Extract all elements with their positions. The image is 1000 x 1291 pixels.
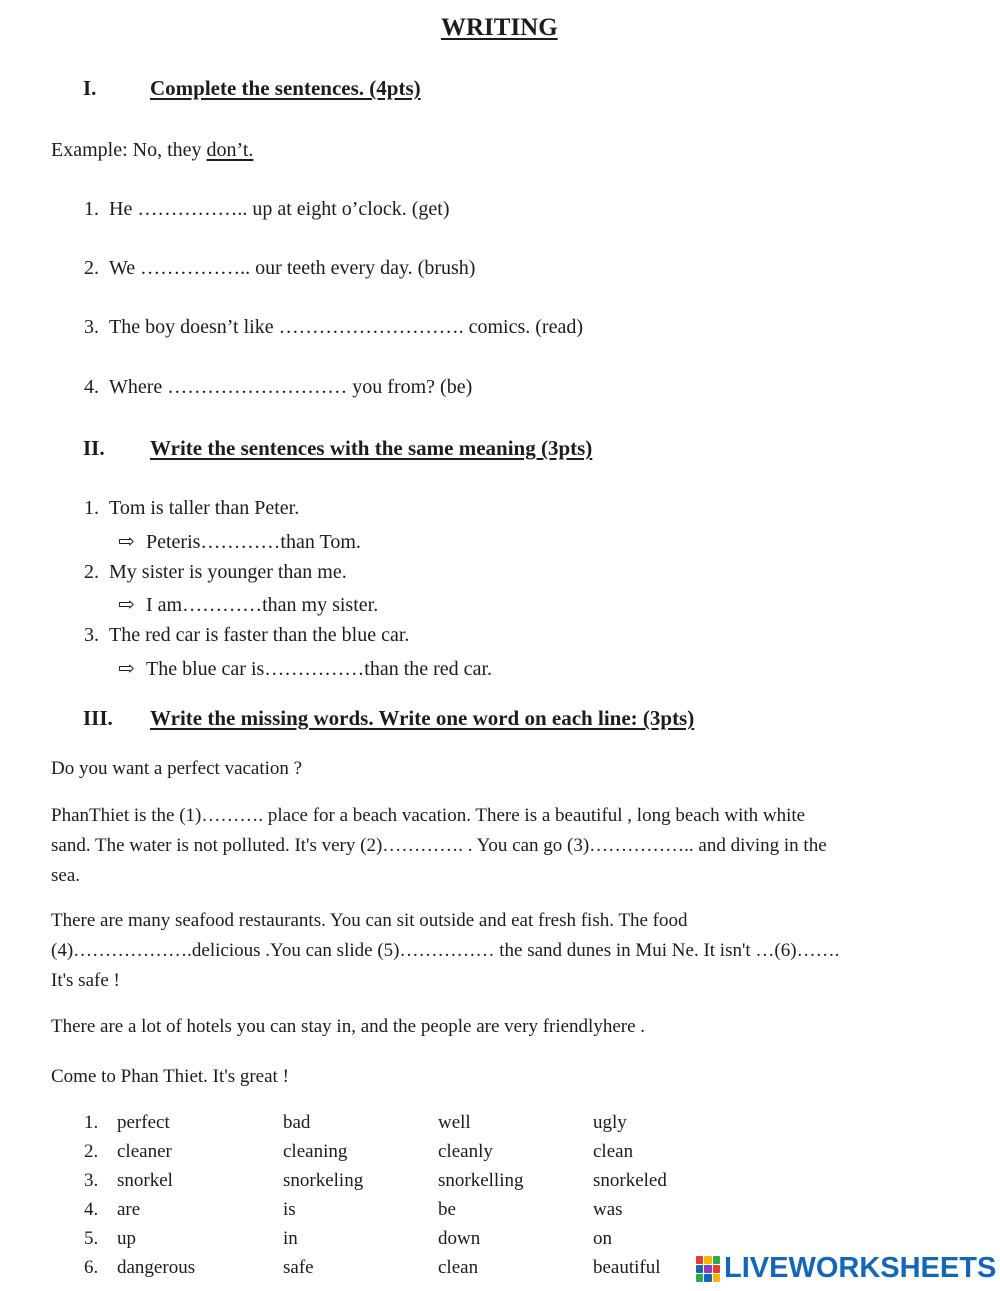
option-c[interactable]: snorkelling <box>438 1170 524 1191</box>
passage-1-line-3: sea. <box>51 865 81 886</box>
option-number: 4. <box>84 1199 99 1220</box>
sentence-3: 3. The boy doesn’t like ………………………. comics. (read) <box>84 316 583 338</box>
option-d[interactable]: ugly <box>593 1112 627 1133</box>
option-d[interactable]: clean <box>593 1141 634 1162</box>
blank-4[interactable]: ……………………… <box>167 376 348 398</box>
option-d[interactable]: was <box>593 1199 623 1220</box>
option-d[interactable]: snorkeled <box>593 1170 667 1191</box>
arrow-icon: ⇨ <box>118 531 135 553</box>
rewrite-answer-2[interactable]: ⇨ I am…………than my sister. <box>118 594 379 616</box>
rewrite-answer-1[interactable]: ⇨ Peteris…………than Tom. <box>118 531 361 553</box>
section-3-heading: Write the missing words. Write one word on each line: (3pts) <box>150 706 695 730</box>
option-number: 5. <box>84 1228 99 1249</box>
section-3-number: III. <box>83 706 113 730</box>
passage-3: There are a lot of hotels you can stay in, and the people are very friendlyhere . <box>51 1016 646 1037</box>
section-2-heading: Write the sentences with the same meaning (3pts) <box>150 436 593 460</box>
arrow-icon: ⇨ <box>118 658 135 680</box>
section-2-number: II. <box>83 436 105 460</box>
option-a[interactable]: perfect <box>117 1112 170 1133</box>
option-a[interactable]: are <box>117 1199 141 1220</box>
option-number: 1. <box>84 1112 99 1133</box>
worksheet-title: WRITING <box>441 14 558 41</box>
blank-2[interactable]: …………….. <box>140 257 251 279</box>
option-number: 2. <box>84 1141 99 1162</box>
sentence-2: 2. We …………….. our teeth every day. (brush) <box>84 257 476 279</box>
option-a[interactable]: cleaner <box>117 1141 172 1162</box>
option-d[interactable]: beautiful <box>593 1257 661 1278</box>
passage-1-line-1: PhanThiet is the (1)………. place for a beach vacation. There is a beautiful , long beach with white <box>51 805 806 826</box>
option-b[interactable]: cleaning <box>283 1141 348 1162</box>
example-answer: don’t. <box>206 139 254 161</box>
passage-1-line-2: sand. The water is not polluted. It's very (2)…………. . You can go (3)…………….. and diving in the <box>51 835 827 856</box>
option-a[interactable]: snorkel <box>117 1170 173 1191</box>
logo-icon <box>696 1256 720 1282</box>
rewrite-sentence-3: 3. The red car is faster than the blue car. <box>84 624 410 646</box>
option-b[interactable]: is <box>283 1199 296 1220</box>
passage-2-line-3: It's safe ! <box>51 970 120 991</box>
option-b[interactable]: snorkeling <box>283 1170 364 1191</box>
option-c[interactable]: down <box>438 1228 481 1249</box>
option-number: 3. <box>84 1170 99 1191</box>
option-number: 6. <box>84 1257 99 1278</box>
sentence-1: 1. He …………….. up at eight o’clock. (get) <box>84 198 450 220</box>
option-c[interactable]: well <box>438 1112 471 1133</box>
liveworksheets-logo <box>696 1252 996 1285</box>
option-b[interactable]: bad <box>283 1112 311 1133</box>
logo-text: LIVEWORKSHEETS <box>724 1252 997 1284</box>
passage-intro: Do you want a perfect vacation ? <box>51 758 303 779</box>
blank-1[interactable]: …………….. <box>137 198 248 220</box>
blank-3[interactable]: ………………………. <box>278 316 464 338</box>
section-1-number: I. <box>83 76 97 100</box>
sentence-4: 4. Where ……………………… you from? (be) <box>84 376 473 398</box>
option-a[interactable]: up <box>117 1228 136 1249</box>
rewrite-sentence-1: 1. Tom is taller than Peter. <box>84 497 300 519</box>
option-c[interactable]: be <box>438 1199 456 1220</box>
passage-2-line-1: There are many seafood restaurants. You can sit outside and eat fresh fish. The food <box>51 910 688 931</box>
section-1-heading: Complete the sentences. (4pts) <box>150 76 421 100</box>
passage-2-line-2: (4)……………….delicious .You can slide (5)…………… the sand dunes in Mui Ne. It isn't …(6)……. <box>51 940 840 961</box>
arrow-icon: ⇨ <box>118 594 135 616</box>
rewrite-answer-3[interactable]: ⇨ The blue car is……………than the red car. <box>118 658 492 680</box>
option-c[interactable]: clean <box>438 1257 479 1278</box>
option-a[interactable]: dangerous <box>117 1257 196 1278</box>
option-b[interactable]: in <box>283 1228 298 1249</box>
option-c[interactable]: cleanly <box>438 1141 493 1162</box>
passage-4: Come to Phan Thiet. It's great ! <box>51 1066 289 1087</box>
example-sentence: Example: No, they don’t. <box>51 139 254 161</box>
option-b[interactable]: safe <box>283 1257 314 1278</box>
option-d[interactable]: on <box>593 1228 612 1249</box>
rewrite-sentence-2: 2. My sister is younger than me. <box>84 561 347 583</box>
